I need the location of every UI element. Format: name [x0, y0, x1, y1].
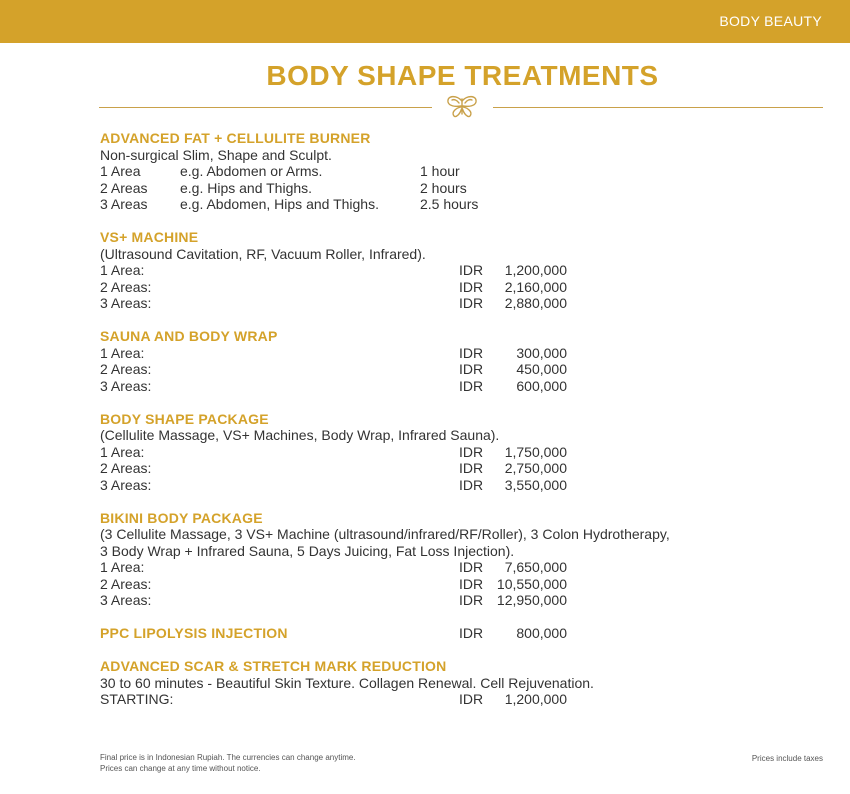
section-vs-machine: [100, 229, 800, 312]
area-label: 1 Area:: [100, 344, 145, 361]
table-row: [100, 576, 800, 593]
price: 2,750,000: [504, 460, 567, 476]
section-heading: VS+ MACHINE: [100, 229, 199, 245]
table-row: [100, 691, 800, 708]
area-example: e.g. Abdomen or Arms.: [180, 163, 323, 179]
treatment-list: [100, 130, 800, 724]
category-label: BODY BEAUTY: [719, 13, 822, 29]
currency: IDR: [459, 361, 484, 377]
area-label: 3 Areas: [100, 196, 148, 212]
price: 10,550,000: [496, 575, 567, 592]
price: 2,880,000: [504, 295, 567, 311]
area-label: 2 Areas:: [100, 575, 152, 592]
area-label: 3 Areas:: [100, 476, 152, 493]
area-example: e.g. Hips and Thighs.: [180, 179, 313, 196]
section-description: Non-surgical Slim, Shape and Sculpt.: [100, 146, 332, 163]
area-label: 2 Areas: [100, 179, 148, 196]
duration: 1 hour: [420, 163, 460, 179]
footer-note-line: Prices can change at any time without notice.: [100, 764, 261, 773]
section-heading: BIKINI BODY PACKAGE: [100, 509, 263, 526]
currency: IDR: [459, 575, 484, 592]
table-row: [100, 559, 800, 576]
currency: IDR: [459, 344, 484, 361]
table-row: [100, 196, 800, 213]
table-row: [100, 295, 800, 312]
currency: IDR: [459, 559, 484, 575]
section-description: (Cellulite Massage, VS+ Machines, Body Wrap, Infrared Sauna).: [100, 427, 500, 443]
currency: IDR: [459, 377, 484, 394]
butterfly-ornament-icon: [443, 94, 481, 120]
section-bikini-package: [100, 510, 800, 609]
area-label: 1 Area:: [100, 443, 145, 460]
section-heading: ADVANCED FAT + CELLULITE BURNER: [100, 130, 371, 146]
footer-taxes: Prices include taxes: [751, 754, 823, 763]
price: 2,160,000: [504, 278, 567, 295]
area-label: 3 Areas:: [100, 377, 152, 394]
price: 1,750,000: [504, 443, 567, 460]
table-row: [100, 477, 800, 494]
price: 800,000: [516, 625, 567, 641]
table-row: [100, 180, 800, 197]
area-example: e.g. Abdomen, Hips and Thighs.: [180, 196, 379, 212]
currency: IDR: [459, 443, 484, 460]
footer-note-line: Final price is in Indonesian Rupiah. The currencies can change anytime.: [100, 753, 356, 762]
divider-left: [99, 107, 432, 108]
header-bar: [0, 0, 850, 43]
area-label: 1 Area: [100, 163, 141, 179]
table-row: [100, 460, 800, 477]
table-row: [100, 378, 800, 395]
price: 450,000: [516, 361, 567, 377]
section-heading: ADVANCED SCAR & STRETCH MARK REDUCTION: [100, 658, 447, 674]
page-title: BODY SHAPE TREATMENTS: [266, 60, 659, 91]
starting-label: STARTING:: [100, 691, 174, 707]
table-row: [100, 262, 800, 279]
area-label: 2 Areas:: [100, 460, 152, 476]
price: 7,650,000: [504, 559, 567, 575]
area-label: 2 Areas:: [100, 278, 152, 295]
area-label: 3 Areas:: [100, 592, 152, 608]
section-body-shape-package: [100, 411, 800, 494]
area-label: 3 Areas:: [100, 295, 152, 311]
section-sauna: [100, 328, 800, 394]
section-description: (Ultrasound Cavitation, RF, Vacuum Roller, Infrared).: [100, 245, 426, 262]
table-row: [100, 361, 800, 378]
price: 12,950,000: [496, 592, 567, 608]
table-row: [100, 625, 800, 642]
section-scar: [100, 658, 800, 708]
currency: IDR: [459, 262, 484, 278]
section-fat-burner: [100, 130, 800, 213]
price: 1,200,000: [504, 691, 567, 707]
section-description: 3 Body Wrap + Infrared Sauna, 5 Days Juicing, Fat Loss Injection).: [100, 542, 515, 559]
currency: IDR: [459, 476, 484, 493]
duration: 2 hours: [420, 179, 467, 196]
table-row: [100, 592, 800, 609]
currency: IDR: [459, 625, 484, 641]
section-heading: BODY SHAPE PACKAGE: [100, 410, 269, 427]
section-description: 30 to 60 minutes - Beautiful Skin Texture. Collagen Renewal. Cell Rejuvenation.: [100, 674, 594, 691]
currency: IDR: [459, 278, 484, 295]
price: 300,000: [516, 344, 567, 361]
price: 1,200,000: [504, 262, 567, 278]
table-row: [100, 345, 800, 362]
section-heading: SAUNA AND BODY WRAP: [100, 328, 278, 344]
area-label: 1 Area:: [100, 262, 145, 278]
table-row: [100, 163, 800, 180]
table-row: [100, 279, 800, 296]
section-heading: PPC LIPOLYSIS INJECTION: [100, 625, 288, 641]
currency: IDR: [459, 592, 484, 608]
currency: IDR: [459, 460, 484, 476]
divider-right: [493, 107, 823, 108]
table-row: [100, 444, 800, 461]
currency: IDR: [459, 691, 484, 707]
footer-note: [100, 752, 356, 774]
duration: 2.5 hours: [420, 196, 479, 212]
area-label: 1 Area:: [100, 559, 145, 575]
price: 3,550,000: [504, 476, 567, 493]
area-label: 2 Areas:: [100, 361, 152, 377]
section-ppc: [100, 625, 800, 642]
price: 600,000: [516, 377, 567, 394]
section-description: (3 Cellulite Massage, 3 VS+ Machine (ultrasound/infrared/RF/Roller), 3 Colon Hydrotherapy,: [100, 526, 670, 542]
currency: IDR: [459, 295, 484, 311]
